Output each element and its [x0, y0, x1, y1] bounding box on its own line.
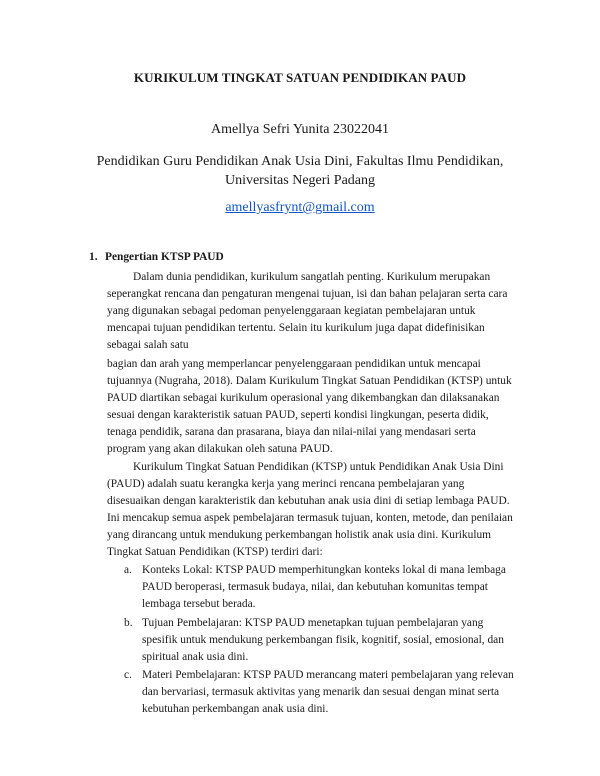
paragraph-1-line: yang digunakan sebagai pedoman penyelenggaraan kegiatan pembelajaran untuk — [107, 305, 476, 317]
paragraph-1-line: mencapai tujuan pendidikan tertentu. Selain itu kurikulum juga dapat didefinisikan — [107, 322, 485, 334]
paragraph-2-line: (PAUD) adalah suatu kerangka kerja yang merinci rencana pembelajaran yang — [107, 478, 465, 490]
paragraph-1-line: PAUD diartikan sebagai kurikulum operasional yang dikembangkan dan dilaksanakan — [107, 392, 500, 404]
list-item-line: spiritual anak usia dini. — [142, 651, 249, 663]
list-item-line: Materi Pembelajaran: KTSP PAUD merancang materi pembelajaran yang relevan — [142, 669, 514, 681]
paragraph-1-line: sebagai salah satu — [107, 339, 189, 351]
list-item-line: spesifik untuk mendukung perkembangan fisik, kognitif, sosial, emosional, dan — [142, 634, 504, 646]
list-item-line: kebutuhan perkembangan anak usia dini. — [142, 703, 329, 715]
paragraph-2-line: yang dirancang untuk mendukung perkembangan holistik anak usia dini. Kurikulum — [107, 529, 492, 541]
paragraph-1-line: tenaga pendidik, sarana dan prasarana, biaya dan nilai-nilai yang mendasari serta — [107, 426, 476, 438]
affiliation-line-1: Pendidikan Guru Pendidikan Anak Usia Dini, Fakultas Ilmu Pendidikan, — [96, 154, 504, 169]
document-title: KURIKULUM TINGKAT SATUAN PENDIDIKAN PAUD — [133, 70, 467, 85]
list-marker: b. — [124, 617, 133, 629]
list-item-line: Tujuan Pembelajaran: KTSP PAUD menetapkan tujuan pembelajaran yang — [142, 617, 484, 629]
email-line — [0, 200, 600, 216]
paragraph-1-line: sesuai dengan karakteristik satuan PAUD, seperti kondisi lingkungan, peserta didik, — [107, 409, 489, 421]
list-marker: c. — [124, 669, 132, 681]
paragraph-2-line: Tingkat Satuan Pendidikan (KTSP) terdiri dari: — [107, 546, 323, 558]
email-link[interactable]: amellyasfrynt@gmail.com — [225, 200, 375, 215]
author-line: Amellya Sefri Yunita 23022041 — [211, 122, 389, 137]
list-marker: a. — [124, 564, 132, 576]
list-item-line: Konteks Lokal: KTSP PAUD memperhitungkan konteks lokal di mana lembaga — [142, 564, 506, 576]
paragraph-1-line: Dalam dunia pendidikan, kurikulum sangatlah penting. Kurikulum merupakan — [133, 271, 491, 283]
paragraph-2-line: disesuaikan dengan karakteristik dan kebutuhan anak usia dini di setiap lembaga PAUD. — [107, 495, 510, 507]
list-item-line: lembaga tersebut berada. — [142, 598, 256, 610]
section-heading — [89, 251, 224, 263]
paragraph-1-line: seperangkat rencana dan pengaturan mengenai tujuan, isi dan bahan pelajaran serta cara — [107, 288, 508, 300]
paragraph-1-line: bagian dan arah yang memperlancar penyelenggaraan pendidikan untuk mencapai — [107, 358, 481, 370]
section-heading-text: Pengertian KTSP PAUD — [105, 251, 224, 263]
paragraph-2-line: Kurikulum Tingkat Satuan Pendidikan (KTSP) untuk Pendidikan Anak Usia Dini — [133, 461, 504, 473]
section-number: 1. — [89, 251, 98, 263]
affiliation — [90, 152, 510, 190]
list-item-line: dan bervariasi, termasuk aktivitas yang menarik dan sesuai dengan minat serta — [142, 686, 500, 698]
list-item-line: PAUD beroperasi, termasuk budaya, nilai, dan kebutuhan komunitas tempat — [142, 581, 488, 593]
paragraph-1-line: tujuannya (Nugraha, 2018). Dalam Kurikulum Tingkat Satuan Pendidikan (KTSP) untuk — [107, 375, 512, 387]
paragraph-2-line: Ini mencakup semua aspek pembelajaran termasuk tujuan, konten, metode, dan penilaian — [107, 512, 513, 524]
paragraph-1-line: program yang akan dilakukan oleh satuna PAUD. — [107, 443, 333, 455]
affiliation-line-2: Universitas Negeri Padang — [224, 173, 376, 188]
